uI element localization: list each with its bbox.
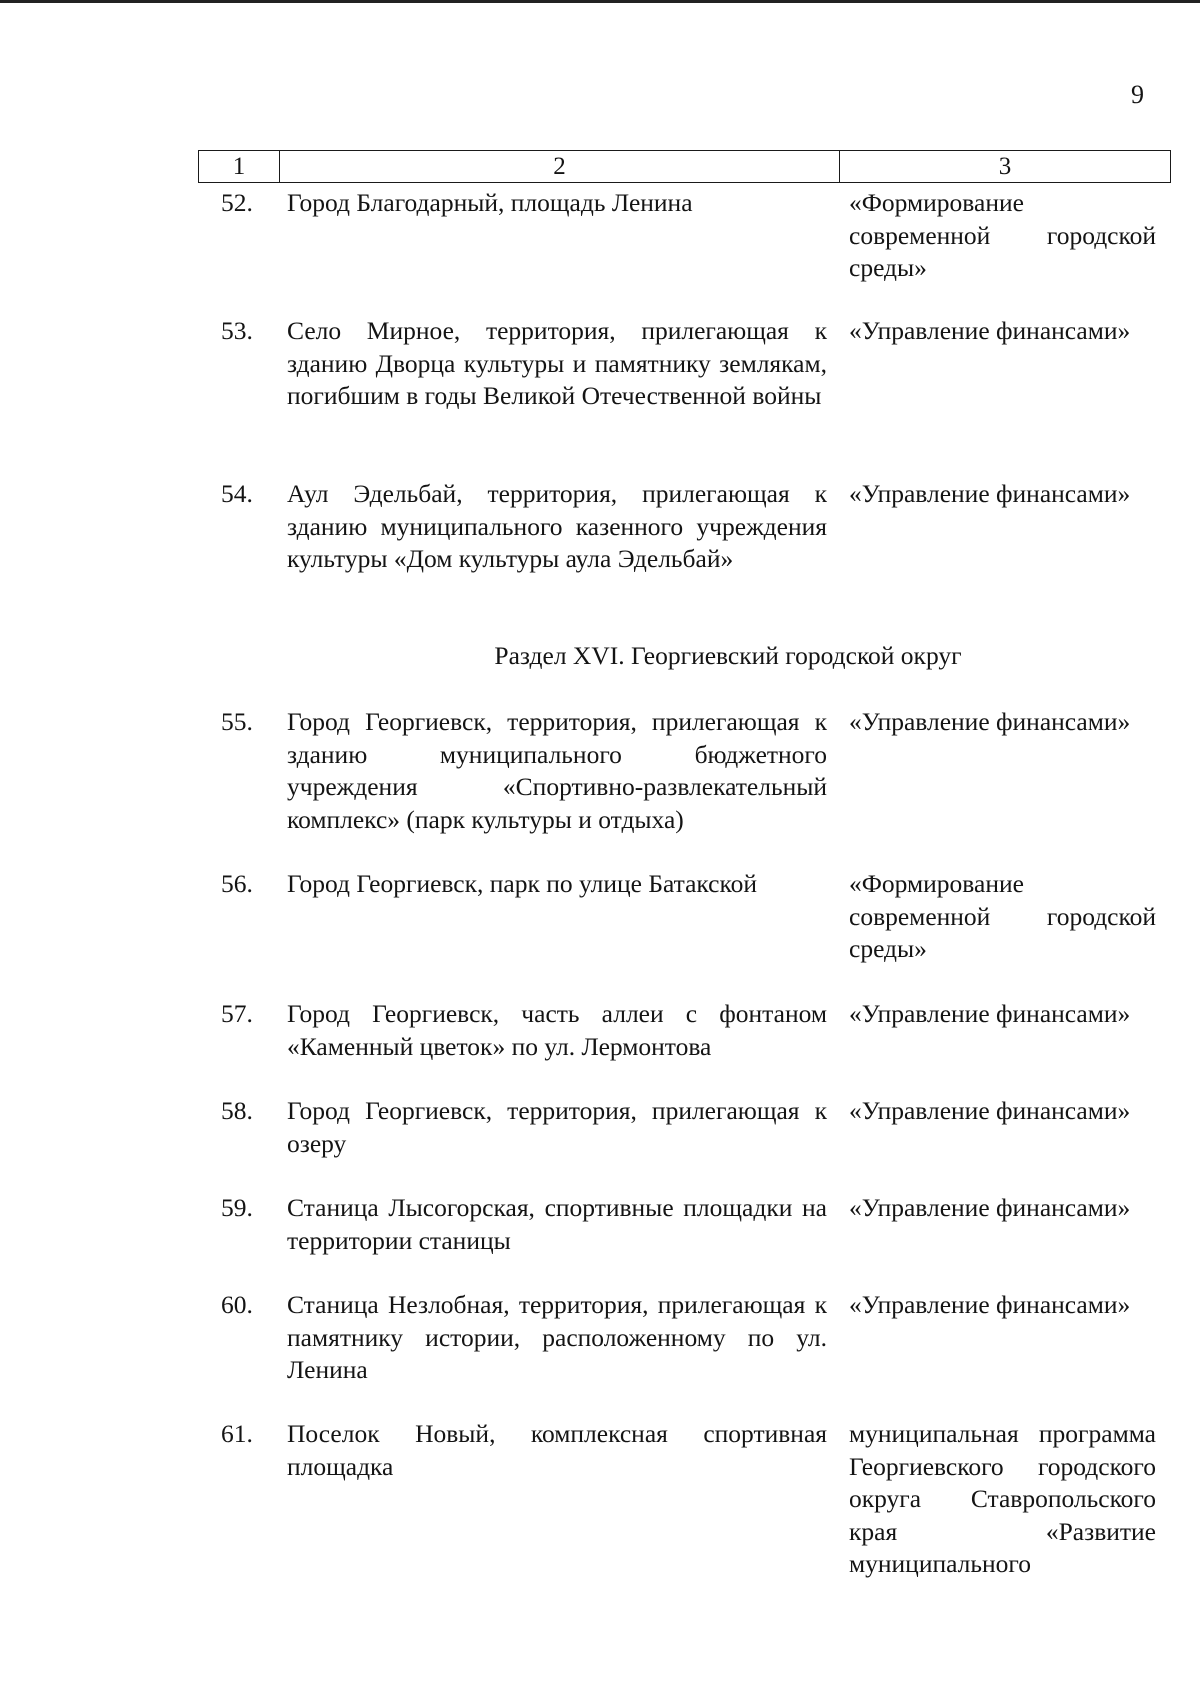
row-program: «Управление финансами» <box>849 999 1131 1028</box>
column-header-table <box>198 150 1171 183</box>
top-rule <box>0 0 1200 3</box>
row-location: Село Мирное, территория, прилегающая к зданию Дворца культуры и памятнику землякам, погибшим в годы Великой Отечественной войны <box>287 316 827 410</box>
column-header-3: 3 <box>840 151 1171 183</box>
row-location: Город Благодарный, площадь Ленина <box>287 188 693 217</box>
row-program: «Управление финансами» <box>849 479 1131 508</box>
row-number: 56. <box>221 869 253 898</box>
row-location: Станица Лысогорская, спортивные площадки на территории станицы <box>287 1193 827 1255</box>
column-header-1: 1 <box>199 151 280 183</box>
row-location: Город Георгиевск, парк по улице Батакской <box>287 869 757 898</box>
row-number: 55. <box>221 707 253 736</box>
column-header-row <box>199 151 1171 183</box>
row-number: 61. <box>221 1419 253 1448</box>
row-program: «Управление финансами» <box>849 1096 1131 1125</box>
section-title: Раздел XVI. Георгиевский городской округ <box>494 641 962 670</box>
row-number: 58. <box>221 1096 253 1125</box>
row-program: «Формирование современной городской среды» <box>849 188 1156 282</box>
row-number: 54. <box>221 479 253 508</box>
row-location: Город Георгиевск, территория, прилегающая к зданию муниципального бюджетного учреждения «Спортивно-развлекательный комплекс» (парк культуры и отдыха) <box>287 707 827 834</box>
column-header-2: 2 <box>280 151 840 183</box>
row-program: «Управление финансами» <box>849 707 1131 736</box>
row-program: «Управление финансами» <box>849 316 1131 345</box>
page-number: 9 <box>1131 80 1144 109</box>
row-location: Город Георгиевск, территория, прилегающая к озеру <box>287 1096 827 1158</box>
row-location: Аул Эдельбай, территория, прилегающая к зданию муниципального казенного учреждения культуры «Дом культуры аула Эдельбай» <box>287 479 827 573</box>
row-number: 59. <box>221 1193 253 1222</box>
row-program: «Управление финансами» <box>849 1290 1131 1319</box>
row-program: «Формирование современной городской среды» <box>849 869 1156 963</box>
row-program: «Управление финансами» <box>849 1193 1131 1222</box>
row-location: Город Георгиевск, часть аллеи с фонтаном «Каменный цветок» по ул. Лермонтова <box>287 999 827 1061</box>
row-program: муниципальная программа Георгиевского городского округа Ставропольского края «Развитие муниципального <box>849 1419 1156 1578</box>
row-number: 53. <box>221 316 253 345</box>
row-number: 57. <box>221 999 253 1028</box>
row-location: Станица Незлобная, территория, прилегающая к памятнику истории, расположенному по ул. Ленина <box>287 1290 827 1384</box>
row-number: 60. <box>221 1290 253 1319</box>
row-number: 52. <box>221 188 253 217</box>
row-location: Поселок Новый, комплексная спортивная площадка <box>287 1419 827 1481</box>
